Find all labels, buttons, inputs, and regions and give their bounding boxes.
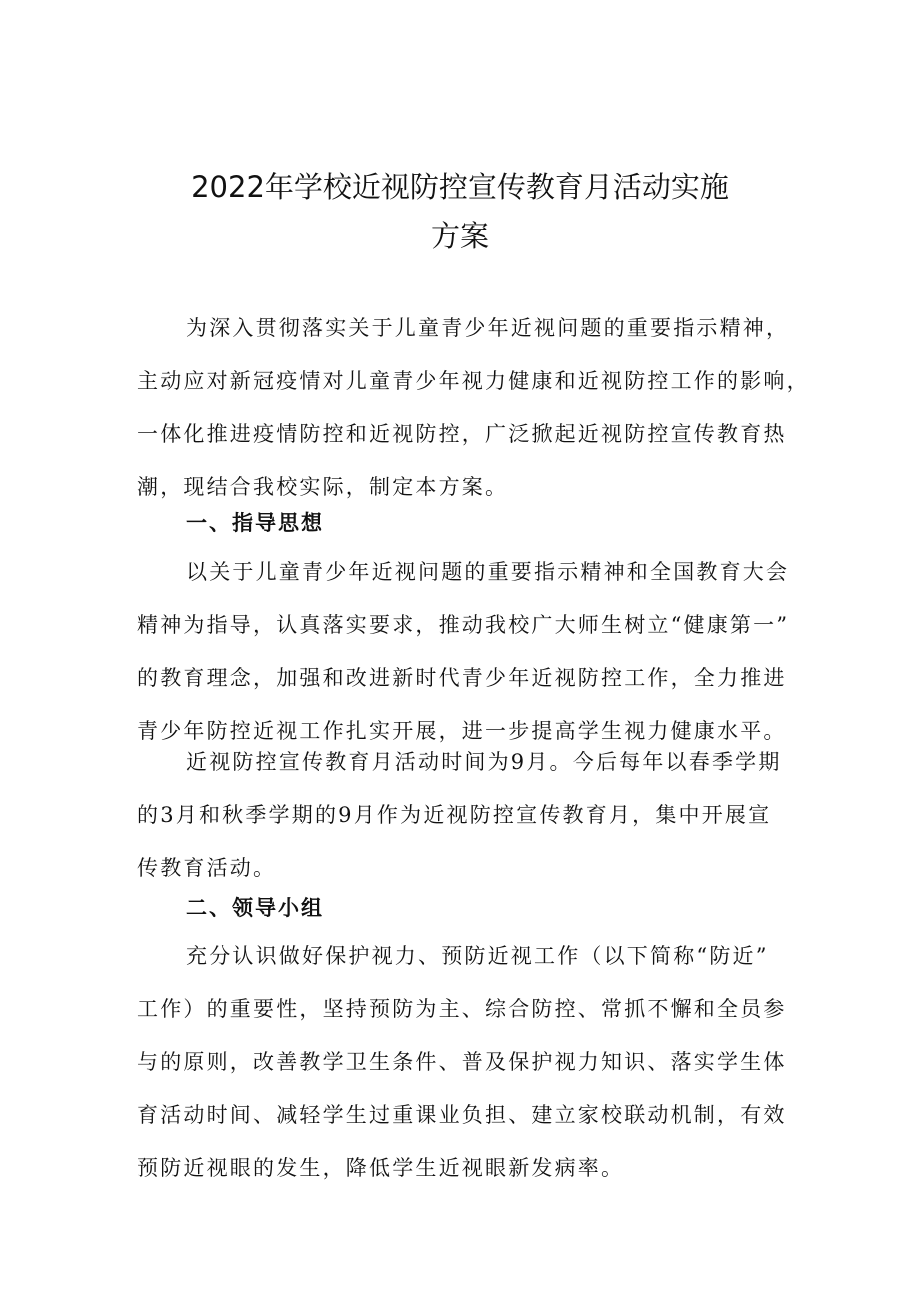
section-heading-leadership-group: 二、领导小组 bbox=[186, 896, 324, 920]
paragraph-line: 充分认识做好保护视力、预防近视工作（以下简称“防近” bbox=[186, 944, 769, 968]
section-heading-guiding-ideology: 一、指导思想 bbox=[186, 511, 324, 535]
paragraph-line: 近视防控宣传教育月活动时间为9月。今后每年以春季学期 bbox=[186, 750, 782, 774]
paragraph-line: 的教育理念，加强和改进新时代青少年近视防控工作，全力推进 bbox=[137, 666, 787, 690]
paragraph-line: 传教育活动。 bbox=[137, 856, 277, 880]
paragraph-line: 育活动时间、减轻学生过重课业负担、建立家校联动机制，有效 bbox=[137, 1103, 787, 1127]
document-title-line-1: 2022年学校近视防控宣传教育月活动实施 bbox=[191, 170, 729, 204]
paragraph-line: 的3月和秋季学期的9月作为近视防控宣传教育月，集中开展宣 bbox=[137, 803, 772, 827]
paragraph-line: 与的原则，改善教学卫生条件、普及保护视力知识、落实学生体 bbox=[137, 1050, 787, 1074]
paragraph-line: 工作）的重要性，坚持预防为主、综合防控、常抓不懈和全员参 bbox=[137, 997, 787, 1021]
section2-paragraph-1 bbox=[137, 930, 797, 1195]
paragraph-line: 青少年防控近视工作扎实开展，进一步提高学生视力健康水平。 bbox=[137, 719, 787, 743]
paragraph-line: 潮，现结合我校实际，制定本方案。 bbox=[137, 475, 509, 499]
section1-paragraph-2 bbox=[137, 736, 797, 895]
intro-paragraph bbox=[137, 302, 810, 514]
paragraph-line: 以关于儿童青少年近视问题的重要指示精神和全国教育大会 bbox=[186, 560, 790, 584]
paragraph-line: 预防近视眼的发生，降低学生近视眼新发病率。 bbox=[137, 1156, 625, 1180]
document-title-line-2: 方案 bbox=[430, 219, 489, 253]
paragraph-line: 主动应对新冠疫情对儿童青少年视力健康和近视防控工作的影响， bbox=[137, 369, 810, 393]
paragraph-line: 精神为指导，认真落实要求，推动我校广大师生树立“健康第一” bbox=[137, 613, 790, 637]
paragraph-line: 一体化推进疫情防控和近视防控，广泛掀起近视防控宣传教育热 bbox=[137, 422, 787, 446]
paragraph-line: 为深入贯彻落实关于儿童青少年近视问题的重要指示精神， bbox=[186, 316, 790, 340]
section1-paragraph-1 bbox=[137, 546, 797, 758]
